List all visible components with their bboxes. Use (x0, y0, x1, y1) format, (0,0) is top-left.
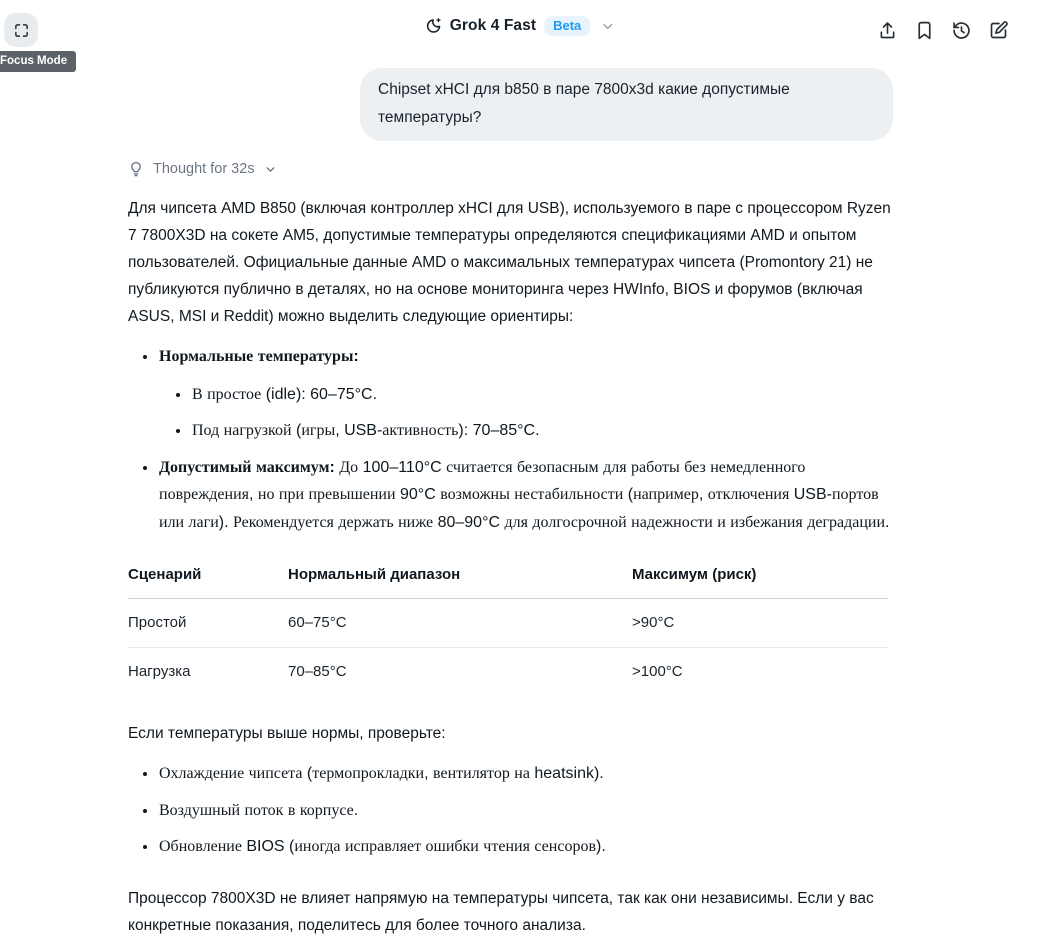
list-item-bold-label: Допустимый максимум: (159, 458, 335, 476)
model-selector[interactable] (424, 16, 616, 36)
column-header-normal-range: Нормальный диапазон (288, 558, 632, 599)
table-header-row (128, 558, 888, 599)
table-cell: >100°C (632, 663, 683, 680)
share-button[interactable] (876, 19, 898, 41)
history-button[interactable] (950, 19, 972, 41)
list-item: • Охлаждение чипсета (термопрокладки, вентилятор на heatsink). (158, 760, 893, 788)
lightbulb-icon (128, 161, 144, 177)
assistant-response (128, 195, 893, 939)
table-cell: Нагрузка (128, 663, 191, 680)
sublist-item: • В простое (idle): 60–75°C. (191, 381, 893, 409)
chevron-down-icon (600, 19, 615, 34)
table-cell: 70–85°C (288, 663, 347, 680)
response-paragraph: Для чипсета AMD B850 (включая контроллер xHCI для USB), используемого в паре с процессором Ryzen 7 7800X3D на сокете AM5, допустимые температуры определяются спецификациями AMD и опытом пользователей. Официальные данные AMD о максимальных температурах чипсета (Promontory 21) не публикуются публично в деталях, но на основе мониторинга через HWInfo, BIOS и форумов (включая ASUS, MSI и Reddit) можно выделить следующие ориентиры: (128, 200, 891, 325)
table-cell: 60–75°C (288, 599, 632, 648)
response-paragraph: Если температуры выше нормы, проверьте: (128, 725, 446, 742)
edit-icon (988, 20, 1009, 41)
user-message-bubble: Chipset xHCI для b850 в паре 7800x3d какие допустимые температуры? (360, 68, 893, 141)
top-bar (0, 0, 1039, 67)
list-item-text: До 100–110°C считается безопасным для работы без немедленного повреждения, но при превышении 90°C возможны нестабильности (например, отключения USB-портов или лаги). Рекомендуется держать ниже 80–90°C для долгосрочной надежности и избежания деградации. (159, 458, 890, 531)
edit-button[interactable] (987, 19, 1009, 41)
table-row (128, 648, 888, 697)
bookmark-icon (914, 20, 935, 41)
fullscreen-icon (13, 22, 30, 39)
list-item-bold-label: Нормальные температуры: (159, 348, 359, 365)
focus-mode-tooltip: Focus Mode (0, 51, 76, 72)
thought-chevron-icon (264, 163, 277, 176)
table-cell: Простой (128, 599, 288, 648)
header-actions (876, 19, 1009, 41)
model-name: Grok 4 Fast (449, 17, 537, 34)
normal-temps-sublist (159, 381, 893, 445)
list-item-normal-temps (158, 343, 893, 445)
list-item: • Обновление BIOS (иногда исправляет ошибки чтения сенсоров). (158, 833, 893, 861)
temperature-guidelines-list (128, 343, 893, 536)
grok-moon-icon (424, 17, 442, 35)
response-paragraph: Процессор 7800X3D не влияет напрямую на температуры чипсета, так как они независимы. Если у вас конкретные показания, поделитесь для более точного анализа. (128, 889, 874, 934)
column-header-maximum: Максимум (риск) (632, 558, 888, 599)
troubleshooting-list (128, 760, 893, 861)
history-icon (951, 20, 972, 41)
beta-badge: Beta (544, 16, 590, 36)
thought-label: Thought for 32s (153, 161, 255, 177)
table-cell: >90°C (632, 599, 888, 648)
bookmark-button[interactable] (913, 19, 935, 41)
conversation (128, 60, 893, 939)
thought-toggle[interactable] (128, 161, 277, 177)
list-item: • Воздушный поток в корпусе. (158, 797, 893, 825)
list-item-max-temps (158, 454, 893, 537)
focus-mode-button[interactable] (4, 13, 38, 47)
column-header-scenario: Сценарий (128, 558, 288, 599)
share-icon (877, 20, 898, 41)
temperature-table (128, 558, 888, 696)
sublist-item: • Под нагрузкой (игры, USB-активность): 70–85°C. (191, 417, 893, 445)
table-row (128, 599, 888, 648)
